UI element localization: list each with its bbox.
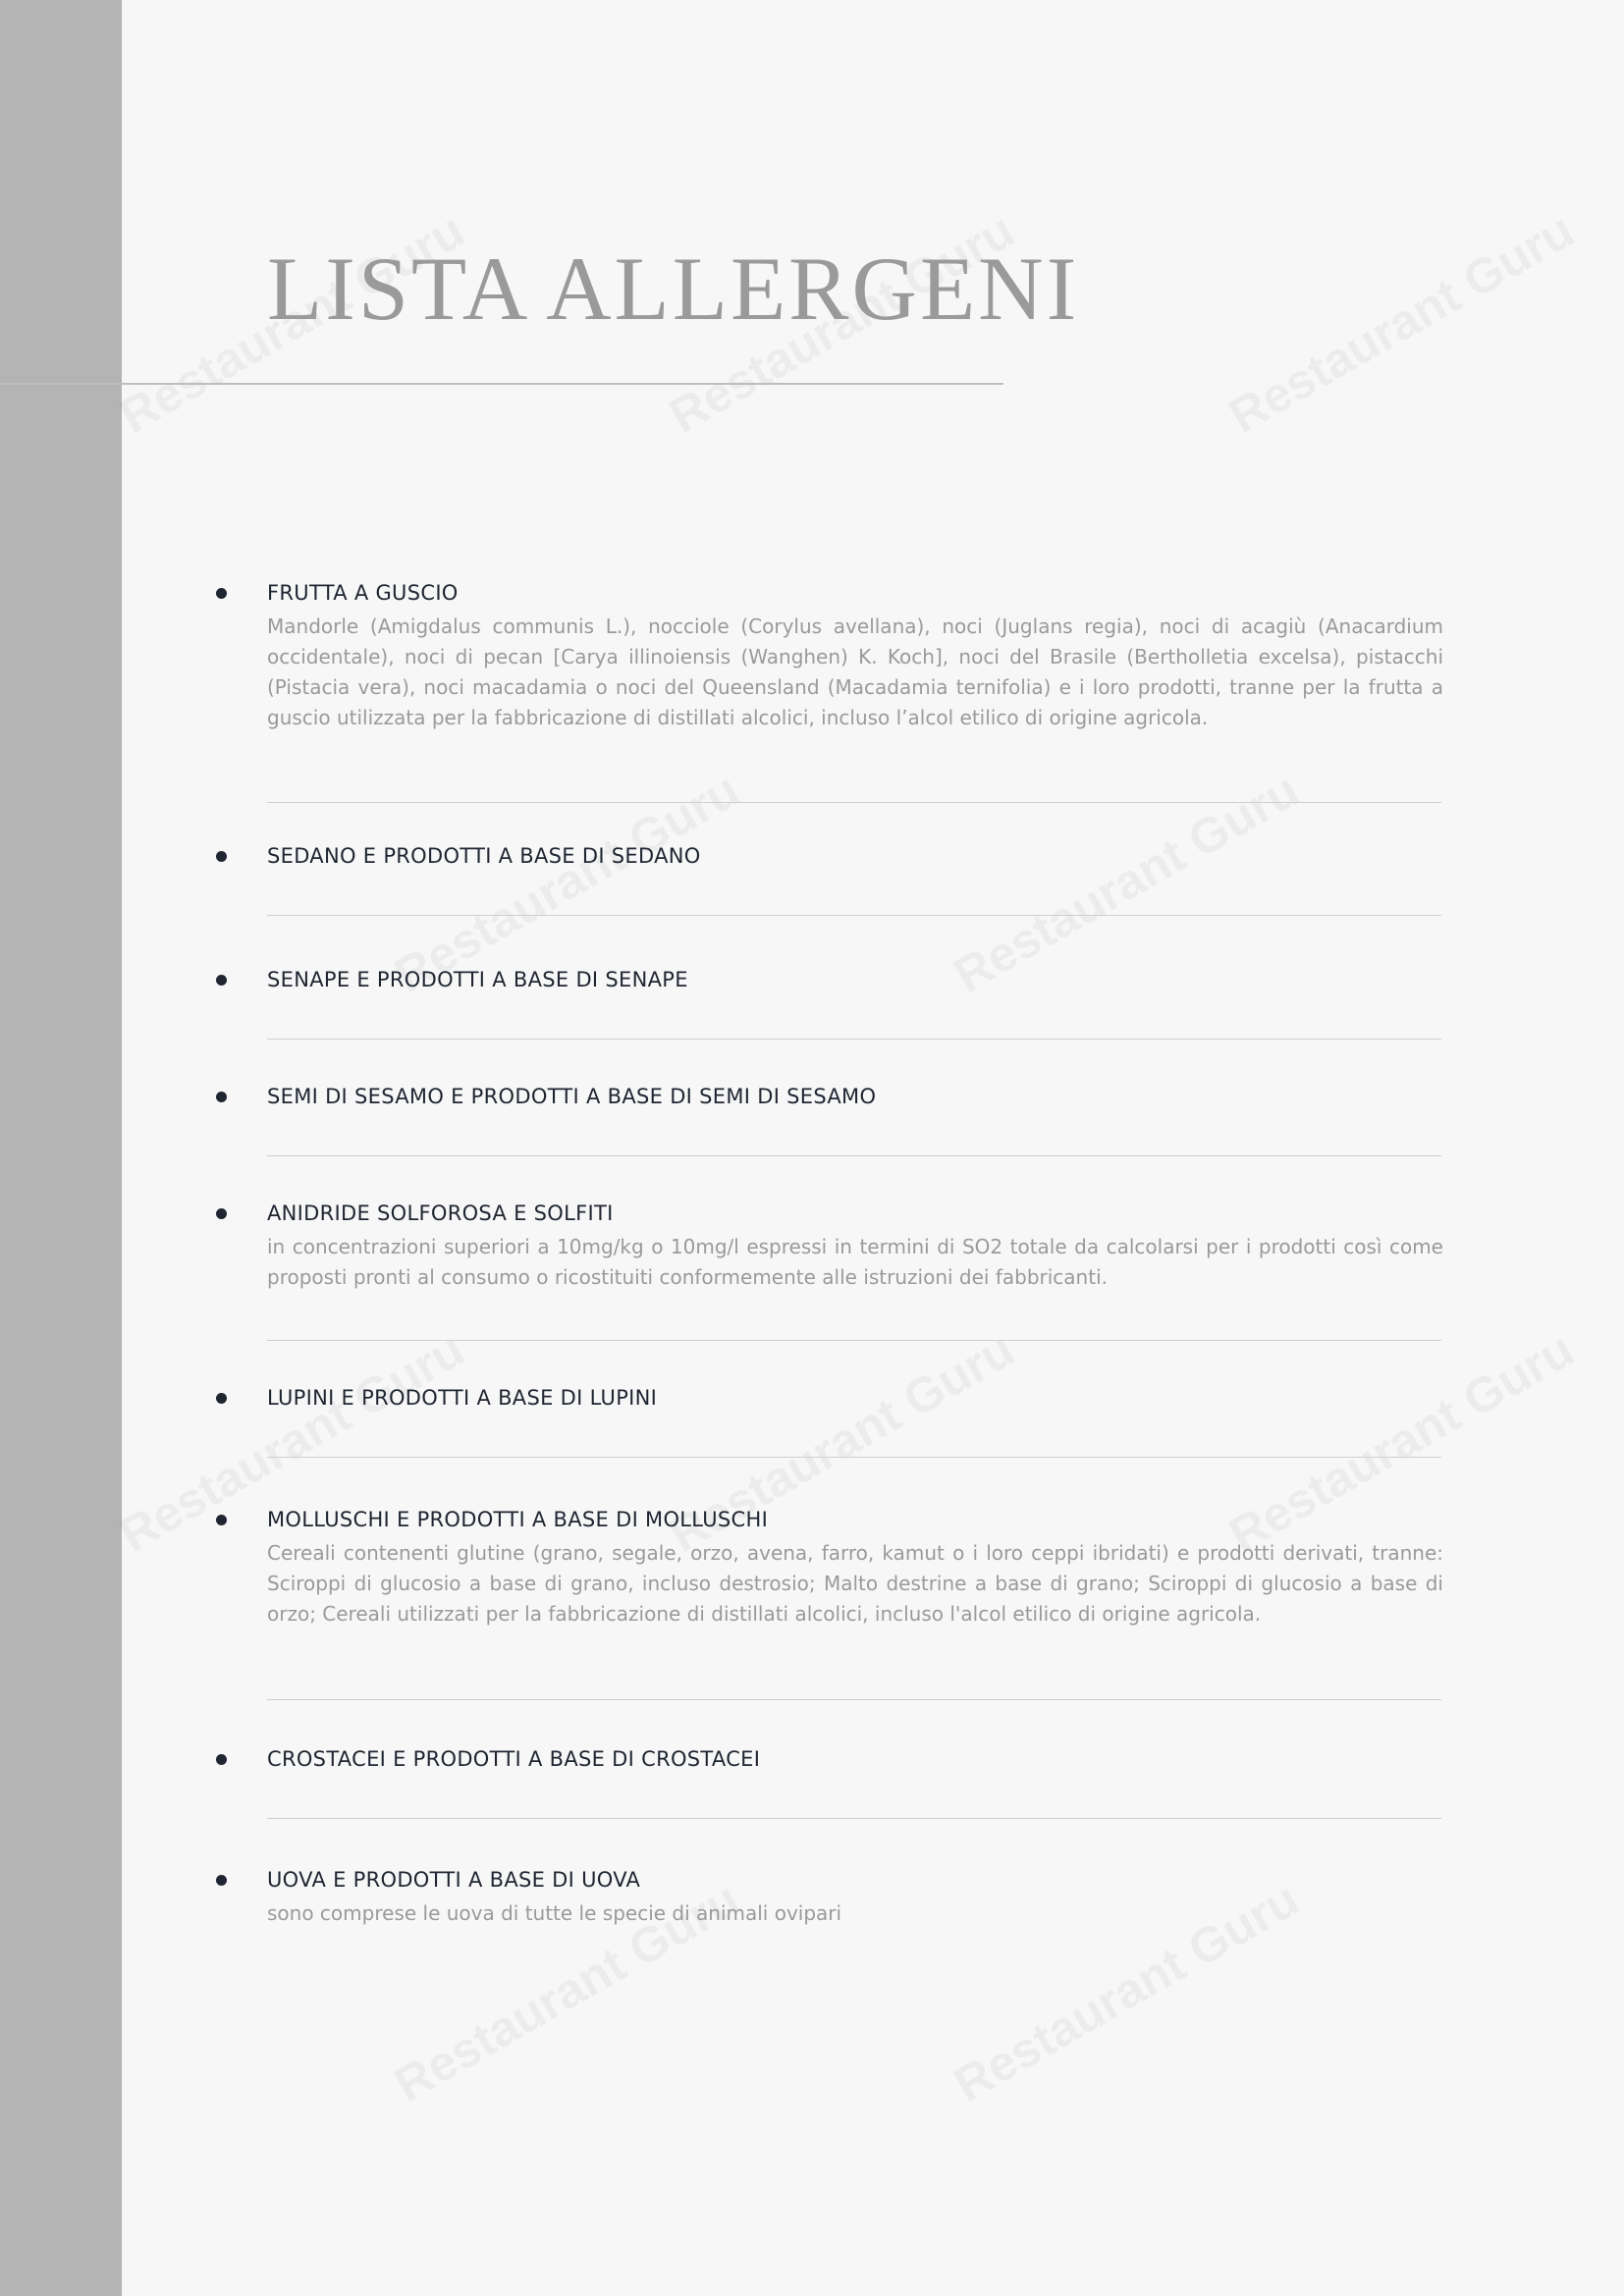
allergen-title: FRUTTA A GUSCIO xyxy=(267,581,459,605)
divider xyxy=(267,1155,1441,1156)
title-underline xyxy=(0,383,1003,385)
allergen-title: SENAPE E PRODOTTI A BASE DI SENAPE xyxy=(267,968,688,991)
bullet-icon xyxy=(216,1875,227,1886)
allergen-description: Mandorle (Amigdalus communis L.), nocciole (Corylus avellana), noci (Juglans regia), noci di acagiù (Anacardium occidentale), noci di pecan [Carya illinoiensis (Wanghen) K. Koch], noci del Brasile (Bertholletia excelsa), pistacchi (Pistacia vera), noci macadamia o noci del Queensland (Macadamia ternifolia) e i loro prodotti, tranne per la frutta a guscio utilizzata per la fabbricazione di distillati alcolici, incluso l’alcol etilico di origine agricola. xyxy=(267,614,1443,729)
allergen-title: LUPINI E PRODOTTI A BASE DI LUPINI xyxy=(267,1386,658,1410)
allergen-title: SEDANO E PRODOTTI A BASE DI SEDANO xyxy=(267,844,701,868)
bullet-icon xyxy=(216,1515,227,1525)
allergen-title: MOLLUSCHI E PRODOTTI A BASE DI MOLLUSCHI xyxy=(267,1508,769,1531)
allergen-description: sono comprese le uova di tutte le specie di animali ovipari xyxy=(267,1901,842,1925)
watermark xyxy=(1219,201,1584,444)
bullet-icon xyxy=(216,975,227,986)
bullet-icon xyxy=(216,851,227,862)
bullet-icon xyxy=(216,588,227,599)
bullet-icon xyxy=(216,1092,227,1102)
divider xyxy=(267,1039,1441,1040)
bullet-icon xyxy=(216,1393,227,1404)
bullet-icon xyxy=(216,1754,227,1765)
allergen-description: Cereali contenenti glutine (grano, segale, orzo, avena, farro, kamut o i loro ceppi ibridati) e prodotti derivati, tranne: Sciroppi di glucosio a base di grano, incluso destrosio; Malto destrine a base di grano; Sciroppi di glucosio a base di orzo; Cereali utilizzati per la fabbricazione di distillati alcolici, incluso l'alcol etilico di origine agricola. xyxy=(267,1541,1443,1626)
left-sidebar-band xyxy=(0,0,122,2296)
divider xyxy=(267,1457,1441,1458)
divider xyxy=(267,1699,1441,1700)
watermark xyxy=(945,761,1309,1003)
page-title: LISTA ALLERGENI xyxy=(267,239,1080,339)
watermark xyxy=(1219,1320,1584,1563)
divider xyxy=(267,915,1441,916)
allergen-title: ANIDRIDE SOLFOROSA E SOLFITI xyxy=(267,1201,614,1225)
divider xyxy=(267,802,1441,803)
allergen-title: SEMI DI SESAMO E PRODOTTI A BASE DI SEMI DI SESAMO xyxy=(267,1085,877,1108)
bullet-icon xyxy=(216,1208,227,1219)
allergen-title: CROSTACEI E PRODOTTI A BASE DI CROSTACEI xyxy=(267,1747,761,1771)
allergen-description: in concentrazioni superiori a 10mg/kg o 10mg/l espressi in termini di SO2 totale da calcolarsi per i prodotti così come proposti pronti al consumo o ricostituiti conformemente alle istruzioni dei fabbricanti. xyxy=(267,1235,1443,1289)
divider xyxy=(267,1340,1441,1341)
divider xyxy=(267,1818,1441,1819)
allergen-title: UOVA E PRODOTTI A BASE DI UOVA xyxy=(267,1868,641,1892)
